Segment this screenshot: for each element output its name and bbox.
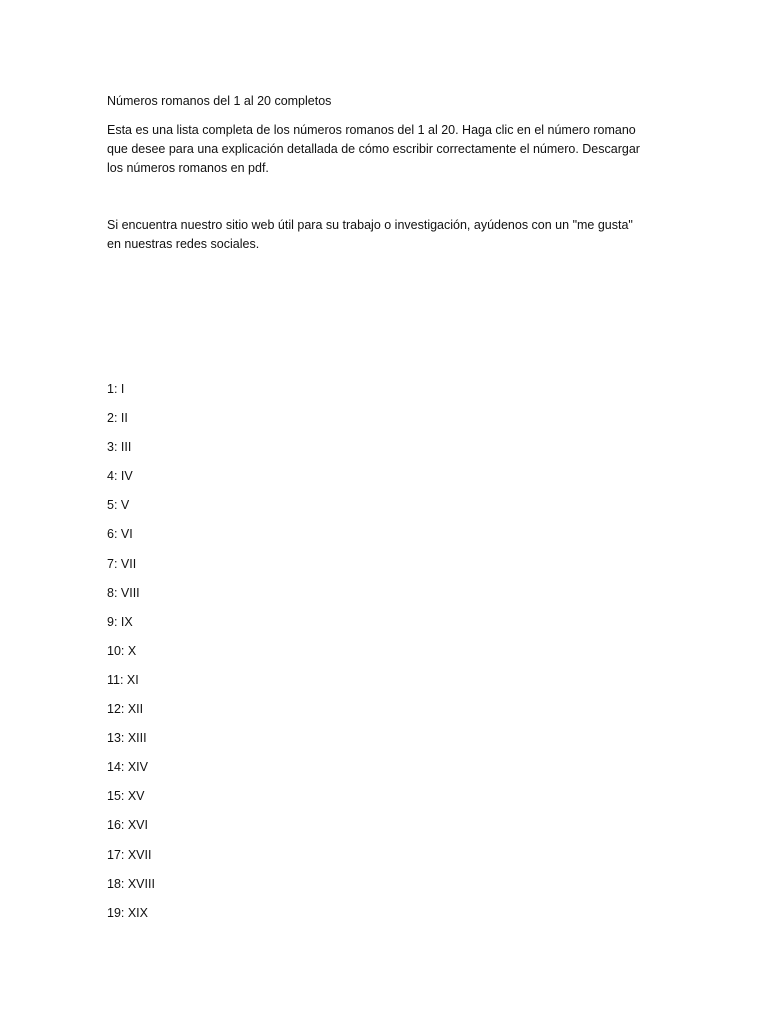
numeral-item: 8: VIII	[107, 585, 140, 600]
numeral-item: 17: XVII	[107, 847, 152, 862]
numeral-item: 10: X	[107, 643, 137, 658]
numeral-item: 19: XIX	[107, 905, 148, 920]
numeral-item: 11: XI	[107, 672, 139, 687]
roman-numeral-list	[107, 380, 155, 933]
social-note-paragraph: Si encuentra nuestro sitio web útil para su trabajo o investigación, ayúdenos con un "me gusta" en nuestras redes sociales.	[107, 218, 633, 251]
document-title: Números romanos del 1 al 20 completos	[107, 94, 332, 108]
numeral-item: 5: V	[107, 498, 130, 513]
numeral-item: 1: I	[107, 382, 125, 396]
numeral-item: 12: XII	[107, 702, 144, 717]
intro-paragraph: Esta es una lista completa de los números romanos del 1 al 20. Haga clic en el número romano que desee para una explicación detallada de cómo escribir correctamente el número. Descargar los números romanos en pdf.	[107, 123, 640, 175]
numeral-item: 15: XV	[107, 789, 145, 804]
numeral-item: 13: XIII	[107, 731, 147, 746]
numeral-item: 9: IX	[107, 614, 133, 629]
numeral-item: 6: VI	[107, 527, 133, 542]
numeral-item: 4: IV	[107, 469, 133, 484]
numeral-item: 2: II	[107, 411, 128, 426]
numeral-item: 7: VII	[107, 556, 137, 571]
numeral-item: 14: XIV	[107, 760, 148, 775]
numeral-item: 18: XVIII	[107, 876, 155, 891]
numeral-item: 16: XVI	[107, 818, 148, 833]
numeral-item: 3: III	[107, 440, 132, 455]
